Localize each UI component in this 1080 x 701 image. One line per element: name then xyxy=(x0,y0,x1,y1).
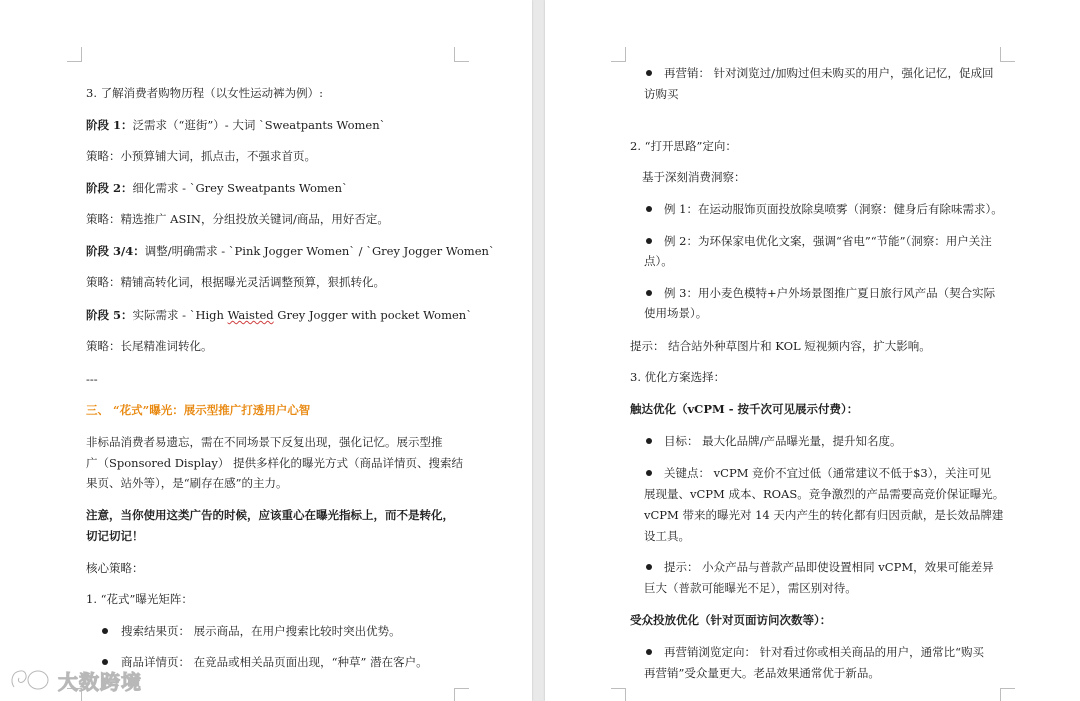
key-point-line2: 展现量、vCPM 成本、ROAS。竞争激烈的产品需要高竞价保证曝光。 xyxy=(644,487,1005,501)
margin-mark-top-right xyxy=(454,47,469,62)
stage5-text-a: 实际需求 - `High xyxy=(132,308,228,322)
heading-section-three: 三、 “花式”曝光：展示型推广打透用户心智 xyxy=(86,403,311,417)
audience-optimization-title: 受众投放优化（针对页面访问次数等）： xyxy=(630,613,832,627)
optimize-title: 3. 优化方案选择： xyxy=(630,370,726,384)
watermark xyxy=(8,664,142,696)
bullet-detail-page: 商品详情页： 在竞品或相关品页面出现，“种草” 潜在客户。 xyxy=(121,655,428,669)
strategy5: 策略：长尾精准词转化。 xyxy=(86,339,213,353)
bullet-dot xyxy=(646,238,652,244)
insight-text: 基于深刻消费洞察： xyxy=(642,170,746,184)
key-point-line3: vCPM 带来的曝光对 14 天内产生的转化都有归因贡献，是长效品牌建 xyxy=(644,508,1004,522)
document-page-left xyxy=(0,0,532,701)
watermark-text: 大数跨境 xyxy=(58,669,142,694)
remarketing-view-line1: 再营销浏览定向： 针对看过你或相关商品的用户，通常比“购买 xyxy=(664,645,985,659)
stage1-label: 阶段 1： xyxy=(86,118,133,132)
bullet-dot xyxy=(646,470,652,476)
para1-line3: 果页、站外等），是“刷存在感”的主力。 xyxy=(86,476,288,490)
bullet-dot xyxy=(646,290,652,296)
tip2-line2: 巨大（普款可能曝光不足），需区别对待。 xyxy=(644,581,857,595)
margin-mark-top-left xyxy=(611,47,626,62)
separator: --- xyxy=(86,372,98,386)
stage1-line xyxy=(86,118,385,132)
margin-mark-bottom-right xyxy=(454,688,469,701)
example-2-line1: 例 2：为环保家电优化文案，强调“省电”“节能”（洞察：用户关注 xyxy=(664,234,992,248)
stage5-text-b: Grey Jogger with pocket Women` xyxy=(273,308,472,322)
bullet-dot xyxy=(646,564,652,570)
key-point-line1: 关键点： vCPM 竞价不宜过低（通常建议不低于$3），关注可见 xyxy=(664,466,992,480)
remarketing-line2: 访购买 xyxy=(644,87,679,101)
matrix-title: 1. “花式”曝光矩阵： xyxy=(86,592,193,606)
margin-mark-top-left xyxy=(67,47,82,62)
core-strategy: 核心策略： xyxy=(86,561,144,575)
remarketing-view-line2: 再营销”受众量更大。老品效果通常优于新品。 xyxy=(644,666,880,680)
margin-mark-bottom-right xyxy=(1000,688,1015,701)
bullet-dot xyxy=(646,649,652,655)
strategy2: 策略：精选推广 ASIN，分组投放关键词/商品，用好否定。 xyxy=(86,212,389,226)
bullet-dot xyxy=(646,206,652,212)
strategy34: 策略：精铺高转化词，根据曝光灵活调整预算，狠抓转化。 xyxy=(86,275,385,289)
example-1: 例 1：在运动服饰页面投放除臭喷雾（洞察：健身后有除味需求）。 xyxy=(664,202,1003,216)
reach-optimization-title: 触达优化（vCPM - 按千次可见展示付费）： xyxy=(630,402,859,416)
remarketing-line1: 再营销： 针对浏览过/加购过但未购买的用户，强化记忆，促成回 xyxy=(664,66,994,80)
stage1-text: 泛需求（“逛街”）- 大词 `Sweatpants Women` xyxy=(132,118,386,132)
strategy1: 策略：小预算铺大词，抓点击，不强求首页。 xyxy=(86,149,316,163)
section3-title: 3. 了解消费者购物历程（以女性运动裤为例）: xyxy=(86,86,323,100)
stage34-line xyxy=(86,244,495,258)
margin-mark-bottom-left xyxy=(611,688,626,701)
tip2-line1: 提示： 小众产品与普款产品即使设置相同 vCPM，效果可能差异 xyxy=(664,560,994,574)
stage5-line xyxy=(86,308,472,322)
tip-text: 提示： 结合站外种草图片和 KOL 短视频内容，扩大影响。 xyxy=(630,339,931,353)
bullet-dot xyxy=(646,438,652,444)
bullet-dot xyxy=(102,628,108,634)
notice-line1: 注意，当你使用这类广告的时候，应该重心在曝光指标上，而不是转化， xyxy=(86,508,454,522)
stage5-label: 阶段 5： xyxy=(86,308,133,322)
stage5-text-wavy: Waisted xyxy=(227,308,274,322)
document-page-right xyxy=(545,0,1080,701)
watermark-logo-icon xyxy=(8,665,52,695)
bullet-search-results: 搜索结果页： 展示商品，在用户搜索比较时突出优势。 xyxy=(121,624,401,638)
para1-line1: 非标品消费者易遗忘，需在不同场景下反复出现，强化记忆。展示型推 xyxy=(86,435,443,449)
bullet-dot xyxy=(646,70,652,76)
example-3-line2: 使用场景）。 xyxy=(644,306,708,320)
example-2-line2: 点）。 xyxy=(644,254,673,268)
stage34-label: 阶段 3/4： xyxy=(86,244,145,258)
key-point-line4: 设工具。 xyxy=(644,529,690,543)
example-3-line1: 例 3：用小麦色模特+户外场景图推广夏日旅行风产品（契合实际 xyxy=(664,286,996,300)
stage2-text: 细化需求 - `Grey Sweatpants Women` xyxy=(132,181,348,195)
stage2-line xyxy=(86,181,348,195)
open-mind-title: 2. “打开思路”定向： xyxy=(630,139,737,153)
stage34-text: 调整/明确需求 - `Pink Jogger Women` / `Grey Jogger Women` xyxy=(144,244,495,258)
stage2-label: 阶段 2： xyxy=(86,181,133,195)
para1-line2: 广（Sponsored Display） 提供多样化的曝光方式（商品详情页、搜索结 xyxy=(86,456,464,470)
margin-mark-top-right xyxy=(1000,47,1015,62)
goal-text: 目标： 最大化品牌/产品曝光量，提升知名度。 xyxy=(664,434,902,448)
notice-line2: 切记切记！ xyxy=(86,529,144,543)
